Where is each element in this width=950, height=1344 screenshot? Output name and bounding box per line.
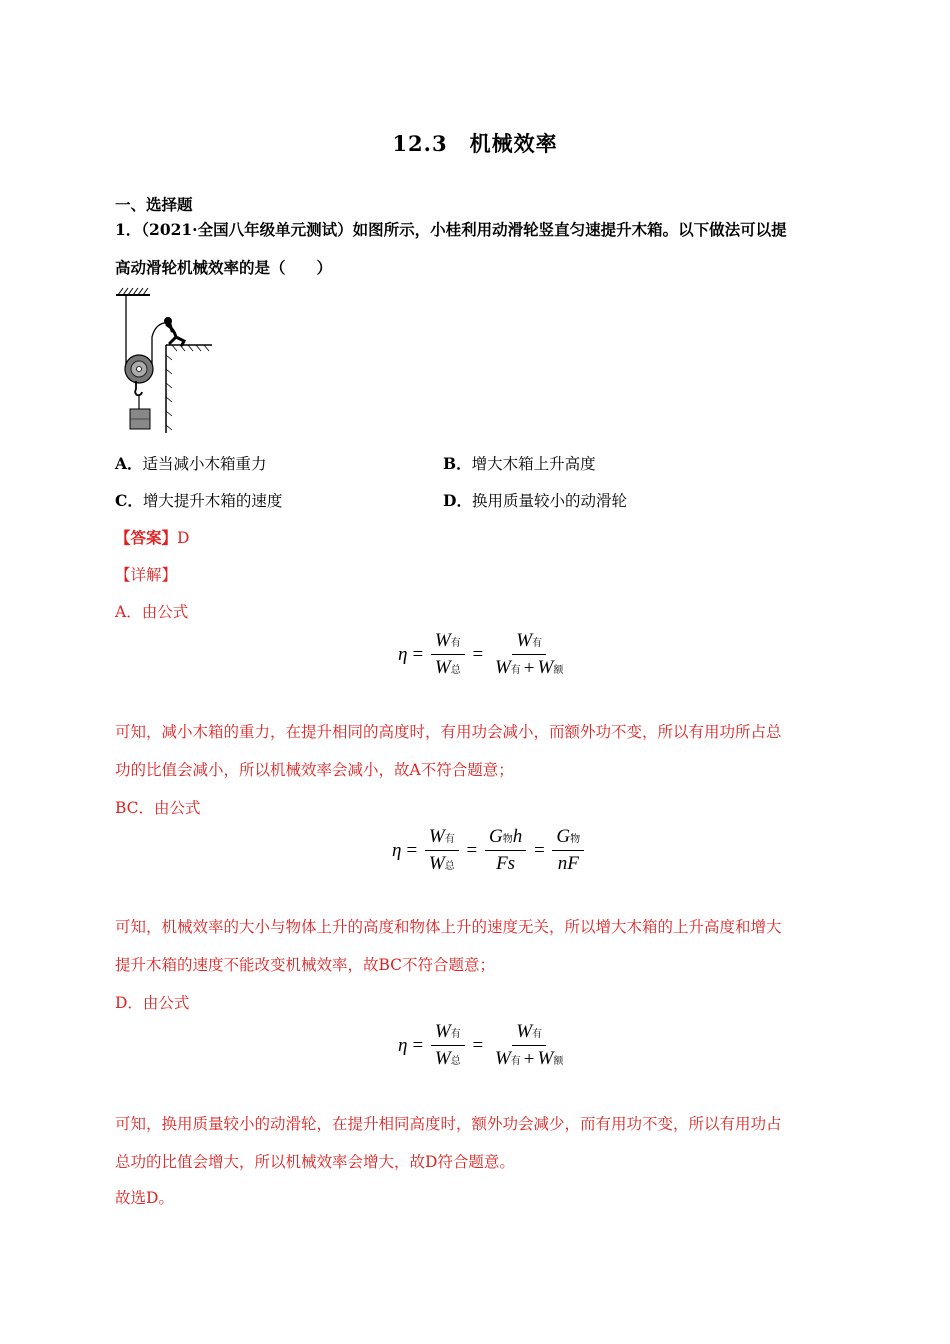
- option-b-letter: B．: [443, 454, 472, 473]
- analysis-bc-text1: 可知，机械效率的大小与物体上升的高度和物体上升的速度无关，所以增大木箱的上升高度和增大: [115, 918, 782, 936]
- formula-efficiency-1: η = $\frac{\text{W有}}{\text{W总}}$ = $\frac{\text{W有}}{\text{W有 + W额}}$: [398, 630, 564, 679]
- question-stem-line1: [115, 218, 787, 240]
- page-title: 12.3 机械效率: [392, 131, 558, 156]
- analysis-d-text1: 可知，换用质量较小的动滑轮，在提升相同高度时，额外功会减少，而有用功不变，所以有用功占: [115, 1115, 782, 1133]
- option-c-text: 增大提升木箱的速度: [142, 492, 283, 510]
- section-heading: 一、选择题: [115, 195, 193, 214]
- answer-line: [115, 526, 189, 548]
- formula-efficiency-3: η = $\frac{\text{W有}}{\text{W总}}$ = $\frac{\text{W有}}{\text{W有 + W额}}$: [398, 1021, 564, 1070]
- pulley-figure: [112, 285, 216, 435]
- option-c-letter: C．: [115, 491, 143, 510]
- option-b: [443, 452, 596, 474]
- analysis-a-intro: A．由公式: [115, 603, 189, 621]
- analysis-bc-text2: 提升木箱的速度不能改变机械效率，故BC不符合题意；: [115, 956, 496, 974]
- analysis-a-text1: 可知，减小木箱的重力，在提升相同的高度时，有用功会减小，而额外功不变，所以有用功所占总: [115, 723, 782, 741]
- option-a-letter: A．: [115, 454, 143, 473]
- option-b-text: 增大木箱上升高度: [471, 455, 596, 473]
- option-d-text: 换用质量较小的动滑轮: [471, 492, 627, 510]
- question-source: （2021·全国八年级单元测试）: [141, 220, 353, 239]
- option-d-letter: D．: [443, 491, 472, 510]
- analysis-conclusion: 故选D。: [115, 1189, 174, 1207]
- answer-value: D: [177, 529, 190, 547]
- option-d: [443, 489, 627, 511]
- question-stem-text: 如图所示，小桂利用动滑轮竖直匀速提升木箱。以下做法可以提: [352, 220, 787, 239]
- analysis-d-intro: D．由公式: [115, 994, 190, 1012]
- question-number: 1．: [115, 220, 142, 239]
- formula-efficiency-2: η = $\frac{\text{W有}}{\text{W总}}$ = $\frac{\text{G物h}}{Fs}$ = $\frac{\text{G物}}{nF}$: [392, 826, 584, 875]
- analysis-d-text2: 总功的比值会增大，所以机械效率会增大，故D符合题意。: [115, 1153, 515, 1171]
- option-a: [115, 452, 267, 474]
- answer-label: 【答案】: [115, 528, 178, 547]
- question-stem-line2: 高动滑轮机械效率的是（ ）: [115, 258, 333, 277]
- analysis-bc-intro: BC．由公式: [115, 799, 201, 817]
- detail-label: 【详解】: [115, 566, 178, 584]
- option-a-text: 适当减小木箱重力: [142, 455, 267, 473]
- analysis-a-text2: 功的比值会减小，所以机械效率会减小，故A不符合题意；: [115, 761, 514, 779]
- option-c: [115, 489, 282, 511]
